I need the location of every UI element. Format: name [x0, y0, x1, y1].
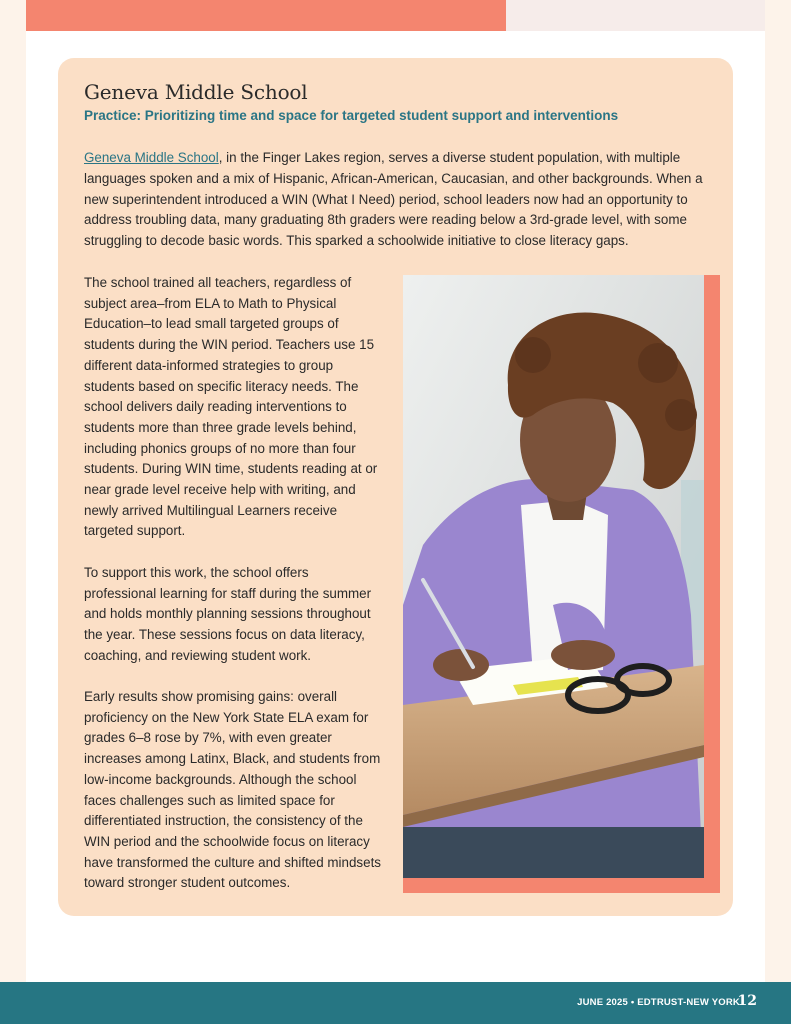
student-writing-photo: [403, 275, 704, 878]
intro-text: , in the Finger Lakes region, serves a diverse student population, with multiple languages spoken and a mix of Hispanic, African-American, Caucasian, and other backgrounds. When a new superintendent introduced a WIN (What I Need) period, school leaders now had an opportunity to address troubling data, many graduating 8th graders were reading below a 3rd-grade level, with some struggling to decode basic words. This sparked a schoolwide initiative to close literacy gaps.: [84, 150, 703, 249]
page-footer: [0, 982, 791, 1024]
top-accent-bar: [26, 0, 506, 31]
top-accent-bar-light: [506, 0, 765, 31]
body-column: [84, 273, 384, 915]
school-title: Geneva Middle School: [84, 80, 308, 104]
paragraph-results: Early results show promising gains: overall proficiency on the New York State ELA exam for grades 6–8 rose by 7%, with even greater increases among Latinx, Black, and students from low-income backgrounds. Although the school faces challenges such as limited space for differentiated instruction, the consistency of the WIN period and the schoolwide focus on literacy have transformed the culture and shifted mindsets toward stronger student outcomes.: [84, 689, 381, 891]
paragraph-teacher-training: The school trained all teachers, regardless of subject area–from ELA to Math to Physical Education–to lead small targeted groups of students during the WIN period. Teachers use 15 different data-informed strategies to group students based on specific literacy needs. The school delivers daily reading interventions to students more than three grade levels behind, including phonics groups of no more than four students. During WIN time, students reading at or near grade level receive help with writing, and newly arrived Multilingual Learners receive targeted support.: [84, 275, 378, 539]
intro-paragraph: [84, 148, 706, 252]
page-number: 12: [737, 993, 757, 1009]
student-illustration: [403, 275, 704, 878]
practice-subtitle: Practice: Prioritizing time and space for targeted student support and interventions: [84, 108, 619, 123]
school-link[interactable]: Geneva Middle School: [84, 150, 219, 165]
footer-label: JUNE 2025 • EDTRUST-NEW YORK: [577, 997, 740, 1008]
paragraph-professional-learning: To support this work, the school offers professional learning for staff during the summer and holds monthly planning sessions throughout the year. These sessions focus on data literacy, coaching, and reviewing student work.: [84, 564, 372, 663]
